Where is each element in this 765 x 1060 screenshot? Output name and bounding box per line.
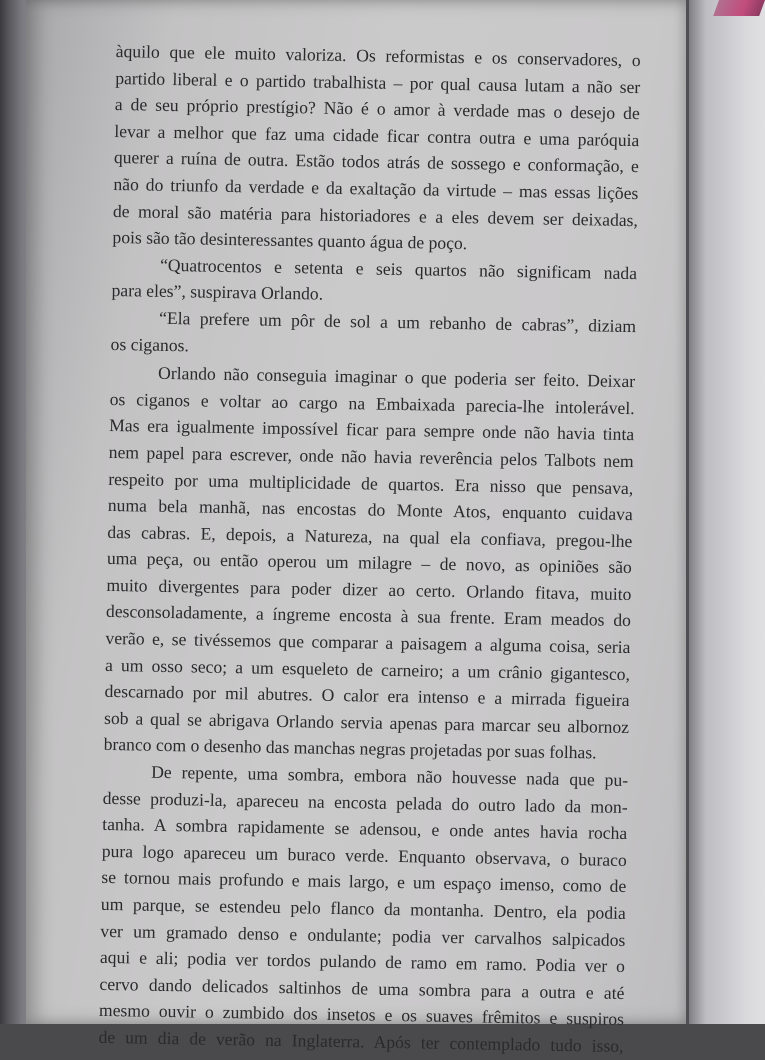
text-line: Orlando não conseguia imaginar o que poderia ser feito. Deixar <box>157 362 636 392</box>
text-line: verão e, se tivéssemos que comparar a paisagem a alguma coisa, seria <box>105 627 631 658</box>
text-line: um parque, se estendeu pelo flanco da montanha. Dentro, ela podia <box>100 893 626 924</box>
text-line: pura logo apareceu um buraco verde. Enquanto observava, o buraco <box>101 840 627 870</box>
text-line: a de seu próprio prestígio? Não é o amor à verdade mas o desejo de <box>114 94 640 124</box>
text-line: de moral são matéria para historiadores e a eles devem ser deixadas, <box>112 200 639 230</box>
text-line: para eles”, suspirava Orlando. <box>111 280 324 304</box>
text-line: cervo dando delicados saltinhos de uma sombra para a outra e até <box>99 973 625 1003</box>
text-line: branco com o desenho das manchas negras projetadas por suas folhas. <box>103 734 597 763</box>
text-line: mesmo ouvir o zumbido dos insetos e os suaves frêmitos e suspiros <box>98 1000 625 1030</box>
text-line: tanha. A sombra rapidamente se adensou, e onde antes havia rocha <box>102 814 628 844</box>
text-line: ver um gramado denso e ondulante; podia ver carvalhos salpicados <box>100 920 626 950</box>
background-object <box>713 0 765 16</box>
text-line: se tornou mais profundo e mais largo, e um espaço imenso, como de <box>101 867 627 897</box>
text-line: não do triunfo da verdade e da exaltação da virtude – mas essas lições <box>113 173 639 204</box>
book-page <box>26 0 686 1056</box>
text-line: nem papel para escrever, onde não havia reverência pelos Talbots nem <box>108 441 634 472</box>
text-line: De repente, uma sombra, embora não houvesse nada que pu- <box>151 761 629 791</box>
page-stack-edge <box>686 0 765 1024</box>
text-line: “Ela prefere um pôr de sol a um rebanho de cabras”, diziam <box>158 307 637 337</box>
text-line: numa bela manhã, nas encostas do Monte Atos, enquanto cuidava <box>107 495 633 525</box>
text-line: de um dia de verão na Inglaterra. Após ter contemplado tudo isso, <box>98 1026 624 1056</box>
text-line: partido liberal e o partido trabalhista – por qual causa lutam a não ser <box>115 67 641 97</box>
text-line: a um osso seco; a um esqueleto de carneiro; a um crânio gigantesco, <box>104 654 631 684</box>
text-line: desconsoladamente, a íngreme encosta à sua frente. Eram meados do <box>105 601 632 631</box>
text-line: “Quatrocentos e setenta e seis quartos não significam nada <box>159 254 638 283</box>
text-line: respeito por uma multiplicidade de quartos. Era nisso que pensava, <box>108 468 634 498</box>
text-line: uma peça, ou então operou um milagre – de novo, as opiniões são <box>106 548 633 578</box>
page-text-block <box>98 38 641 1060</box>
text-line: pois são tão desinteressantes quanto água de poço. <box>112 227 468 254</box>
text-line: muito divergentes para poder dizer ao certo. Orlando fitava, muito <box>106 574 632 604</box>
text-line: levar a melhor que faz uma cidade ficar contra outra e uma paróquia <box>114 120 640 150</box>
text-line: querer a ruína de outra. Estão todos atrás de sossego e conformação, e <box>113 147 640 177</box>
text-line: desse produzi-la, apareceu na encosta pelada do outro lado da mon- <box>102 787 628 817</box>
text-line: sob a qual se abrigava Orlando servia apenas para marcar seu albornoz <box>103 707 630 737</box>
text-line: aqui e ali; podia ver tordos pulando de ramo em ramo. Podia ver o <box>99 947 626 977</box>
text-line: os ciganos. <box>110 333 190 355</box>
text-line: das cabras. E, depois, a Natureza, na qual ela confiava, pregou-lhe <box>107 521 633 551</box>
text-line: os ciganos e voltar ao cargo na Embaixada parecia-lhe intolerável. <box>109 388 635 418</box>
text-line: Mas era igualmente impossível ficar para sempre onde não havia tinta <box>109 415 635 445</box>
text-line: àquilo que ele muito valoriza. Os reformistas e os conservadores, o <box>115 40 641 71</box>
text-line: descarnado por mil abutres. O calor era intenso e a mirrada figueira <box>104 681 630 711</box>
